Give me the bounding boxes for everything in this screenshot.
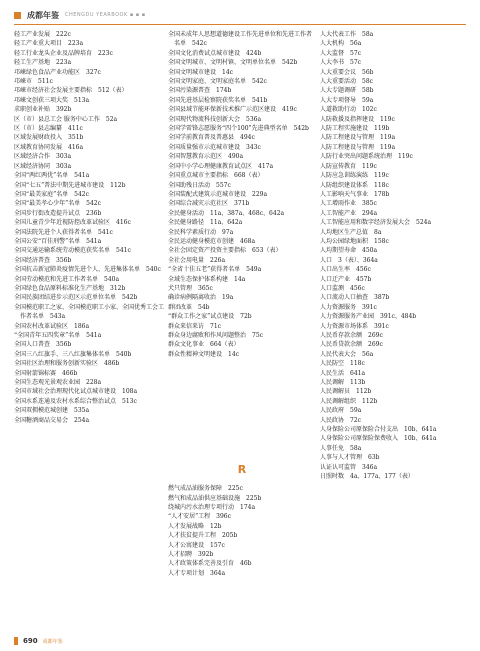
- index-entry: 区域教育协同发展 416a: [14, 143, 84, 151]
- index-entry: 区域发展财政投入 351b: [14, 134, 84, 142]
- index-entry: 全民健身路径 11a、642a: [168, 219, 243, 227]
- index-entry: 犬只管理 365c: [168, 284, 213, 292]
- index-entry: 全国县域节能环保新技术推广示范区建设 419c: [168, 106, 297, 114]
- index-entry: 全国经济普查 356b: [14, 256, 72, 264]
- index-entry: 全国质量强市示范城市建设 343c: [168, 143, 261, 151]
- index-entry: 全国“最美孝心少年”名单 542c: [14, 200, 101, 208]
- index-entry: 全国“最美家庭”名单 542c: [14, 190, 89, 198]
- index-entry: 人工智能产业 294a: [320, 209, 378, 217]
- index-entry: 全国综合减灾示范社区 371b: [168, 200, 250, 208]
- index-entry: 人民政府 59a: [320, 407, 362, 415]
- index-entry: 人均公园绿地面积 158c: [320, 237, 389, 245]
- index-entry: 全国儿童青少年近视防控改革试验区 416c: [14, 219, 131, 227]
- index-entry: 人大监督 57c: [320, 49, 361, 57]
- index-entry: 区域经济合作 303a: [14, 153, 72, 161]
- index-entry: 人工智能应用和数字经济发展大会 524a: [320, 219, 432, 227]
- index-entry: 全国污染源普查 174b: [168, 87, 232, 95]
- index-entry: 全国文化消费试点城市建设 424b: [168, 49, 262, 57]
- index-entry: 全国模范职工之家、全国模范职工小家、全国优秀工会工作者名单 543a: [14, 303, 165, 321]
- index-entry: 全国现代物流科技创新大会 536a: [168, 115, 262, 123]
- index-entry: 人大专题调研 58b: [320, 87, 374, 95]
- index-entry: 人大代表工作 58a: [320, 31, 374, 38]
- index-entry: 人才发展战略 12b: [168, 522, 222, 530]
- index-entry: 全国“两红两优”名单 541a: [14, 172, 90, 180]
- index-entry: 人力资源服务产业园 391c、484b: [320, 313, 417, 321]
- index-entry: 全社会固定资产投资主要指标 653（表）: [168, 247, 282, 255]
- index-entry: 全国交通运输系统劳动模范获奖名单 541c: [14, 247, 131, 255]
- index-entry: 人才公寓建设 157c: [168, 541, 225, 549]
- index-entry: 人才政策体系完善及引育 46b: [168, 560, 252, 568]
- index-entry: 全民科学素质行动 97a: [168, 228, 234, 236]
- index-entry: 人防工程实施建设 119b: [320, 125, 390, 133]
- index-entry: 全国学前教育普及普惠县 494c: [168, 134, 255, 142]
- index-entry: 人民代表大会 56a: [320, 350, 374, 358]
- index-entry: 人民币存款余额 269c: [320, 332, 383, 339]
- index-entry: 全国三八红旗手、三八红旗集体名单 540b: [14, 350, 132, 358]
- header-ornament-icon: [14, 12, 21, 19]
- index-entry: 人民防空 118c: [320, 360, 365, 368]
- index-column-3: [320, 30, 468, 482]
- index-entry: 区域经济协同 303a: [14, 162, 72, 170]
- index-entry: 人大重要会议 56b: [320, 68, 374, 76]
- index-entry: 人防宣传教育 119c: [320, 162, 377, 170]
- index-entry: 轻工产业发展 222c: [14, 31, 71, 38]
- index-entry: 区（市）县志编纂 411c: [14, 125, 83, 133]
- index-entry: 人口流动人口抽查 387b: [320, 294, 390, 302]
- index-entry: 人才扶贫提升工程 205b: [168, 532, 238, 540]
- index-entry: 人防救援及指挥建设 119c: [320, 115, 395, 123]
- index-entry: 全国助残日活动 557c: [168, 181, 231, 189]
- index-entry: 人工增雨作业 385c: [320, 200, 377, 208]
- index-entry: 燃气成品油服务保障 225c: [168, 485, 243, 493]
- index-entry: 人民币贷款余额 269c: [320, 341, 383, 349]
- index-entry: 全国“七五”普法中期先进城市建设 112b: [14, 181, 126, 189]
- index-entry: 邛崃绿色食品产业功能区 327c: [14, 68, 101, 76]
- index-entry: 群众身边腐败和作风问题整治 75c: [168, 332, 263, 339]
- index-entry: 全民运动健身模范市创建 468a: [168, 237, 256, 245]
- index-entry: 人口出生率 456c: [320, 266, 371, 274]
- index-entry: 全国智慧教育示范区 490a: [168, 153, 244, 161]
- yearbook-subtitle: CHENGDU YEARBOOK ▪ ▪ ▪: [65, 12, 146, 18]
- index-entry: 全国市域社会治理现代化试点城市建设 108a: [14, 388, 138, 396]
- index-entry: 全国绿色食品原料标准化生产基地 312b: [14, 284, 126, 292]
- running-header: [14, 8, 146, 22]
- index-entry: 邛崃文创获三项大奖 513a: [14, 96, 90, 104]
- index-entry: 人事与人才管理 63b: [320, 454, 380, 462]
- index-entry: 燃气和成品油供应基础设施 225b: [168, 494, 262, 502]
- header-rule: [14, 24, 466, 25]
- index-entry: 人事任免 58a: [320, 444, 362, 452]
- index-entry: 全国文明城市、文明村镇、文明单位名单 542b: [168, 59, 298, 67]
- index-entry: 区（市）县总工会 服务中心工作 52a: [14, 115, 118, 123]
- footer-label: 成都年鉴: [42, 638, 63, 645]
- index-entry: 人大重要活动 58c: [320, 78, 373, 86]
- index-column-1: [14, 30, 164, 425]
- index-entry: 人均地区生产总值 8a: [320, 228, 382, 236]
- index-entry: 全国农村改革试验区 186a: [14, 322, 90, 330]
- index-entry: 全国劳动模范和先进工作者名单 540a: [14, 275, 120, 283]
- index-entry: 人防工程建设与管理 119a: [320, 134, 396, 142]
- index-entry: 人民调解员 112b: [320, 388, 372, 396]
- index-entry: 求职创业补贴 392b: [14, 106, 72, 114]
- index-entry: 全国文明城市建设 14c: [168, 68, 233, 76]
- index-entry: 全国中小学心理健康教育试点区 417a: [168, 162, 274, 170]
- index-entry: 人民生活 641a: [320, 369, 366, 377]
- index-entry: 全国装配式建筑示范城市建设 229a: [168, 190, 268, 198]
- index-entry: 人身保险公司原保险保费收入 10b、641a: [320, 435, 437, 443]
- index-entry: 全国重点城市主要指标 668（表）: [168, 172, 264, 180]
- index-entry: 轻工产业重大项目 223a: [14, 40, 84, 48]
- index-entry: 群众来信来访 71c: [168, 322, 221, 330]
- index-entry: 人力资源市场体系 391c: [320, 322, 389, 330]
- index-entry: 全民健身活动 11a、387a、468c、642a: [168, 209, 285, 217]
- index-entry: 人道救助行动 102c: [320, 106, 377, 114]
- index-entry: 人口 3（表）、364a: [320, 256, 378, 264]
- index-entry: 人力资源服务 391c: [320, 303, 377, 311]
- index-entry: 日照时数 4a、177a、177（表）: [320, 473, 414, 481]
- page-footer: [14, 637, 63, 645]
- page-number: 690: [23, 637, 38, 645]
- index-entry: 群众性精神文明建设 14c: [168, 350, 239, 358]
- section-gap: [168, 359, 316, 454]
- index-entry: 全国步行街改造提升试点 236b: [14, 209, 102, 217]
- index-entry: 全国双拥模范城创建 535a: [14, 407, 90, 415]
- index-entry: 人防行业突出问题系统治理 119c: [320, 153, 413, 161]
- index-entry: 全社会用电量 226a: [168, 256, 226, 264]
- index-entry: 人身保险公司原保险合付支出 10b、641a: [320, 426, 437, 434]
- index-entry: 人大李书 57c: [320, 59, 361, 67]
- index-entry: 人工影响天气事业 178b: [320, 190, 390, 198]
- footer-ornament-icon: [14, 637, 18, 645]
- index-entry: 邛崃市 511c: [14, 78, 53, 86]
- index-entry: 全国射箭锦标赛 466b: [14, 369, 78, 377]
- index-entry: “人才安居”工程 396c: [168, 513, 231, 521]
- index-entry: 轻工行业龙头企业及品牌培育 223c: [14, 49, 113, 57]
- index-entry: “全国青年五四奖章”名单 541a: [14, 332, 102, 339]
- index-entry: “群众工作之家”试点建设 72b: [168, 313, 252, 321]
- index-entry: 人才招聘 392b: [168, 551, 214, 559]
- index-entry: 绕城内污水治理专项行动 174a: [168, 504, 256, 512]
- index-entry: 全国糖酒商品交易会 254a: [14, 416, 90, 424]
- index-entry: 全国人口普查 356b: [14, 341, 72, 349]
- index-entry: “全省十佳五老”获得者名单 549a: [168, 266, 262, 274]
- index-entry: 轻工生产基地 223a: [14, 59, 72, 67]
- index-entry: 全国水系连通及农村水系综合整治试点 513c: [14, 397, 137, 405]
- index-entry: 全国先进基层检察院获奖名单 541b: [168, 96, 268, 104]
- index-entry: 全国学雷锋志愿服务“四个100”先进典型名单 542b: [168, 125, 309, 133]
- index-entry: 全域生态保护体系构建 14a: [168, 275, 246, 283]
- index-entry: 人才专项计划 364a: [168, 569, 226, 577]
- index-entry: 群众文化事业 664（表）: [168, 341, 240, 349]
- section-letter: R: [237, 463, 247, 477]
- index-entry: 全国民族团结进步示范区示范单位名单 542b: [14, 294, 138, 302]
- yearbook-title: 成都年鉴: [27, 10, 59, 20]
- index-entry: 全国公安“百佳刑警”名单 541a: [14, 237, 102, 245]
- index-entry: 人民调解 113b: [320, 379, 366, 387]
- index-entry: 全国文明家庭、文明家庭名单 542c: [168, 78, 267, 86]
- index-entry: 全国社区治理和服务创新实验区 486b: [14, 360, 120, 368]
- index-entry: 人口监测 456c: [320, 284, 365, 292]
- index-entry: 人均期望寿命 450a: [320, 247, 378, 255]
- index-entry: 人防组织建设体系 118c: [320, 181, 389, 189]
- index-entry: 全国未成年人思想道德建设工作先进单位和先进工作者名单 542c: [168, 31, 313, 48]
- index-entry: 人口迁产业 457b: [320, 275, 372, 283]
- index-entry: 人民调解组织 112b: [320, 397, 378, 405]
- index-entry: 认证认可监管 346a: [320, 463, 378, 471]
- index-entry: 人防应急训练演练 119c: [320, 172, 389, 180]
- index-entry: 人民政协 72c: [320, 416, 361, 424]
- index-entry: 人大机构 56a: [320, 40, 362, 48]
- index-entry: 全国抗击新冠肺炎疫情先进个人、先进集体名单 540c: [14, 266, 161, 274]
- index-entry: 全国法院先进个人获得者名单 541c: [14, 228, 113, 236]
- index-entry: 人防工程建设与管理 119a: [320, 143, 396, 151]
- index-entry: 全国生态观光景观农业园 228a: [14, 379, 102, 387]
- index-entry: 邛崃市经济社会发展主要指标 512（表）: [14, 87, 128, 95]
- index-entry: 人大专项督导 59a: [320, 96, 374, 104]
- index-entry: 群团改革 54b: [168, 303, 210, 311]
- index-entry: 确诊病例隔离收治 19a: [168, 294, 234, 302]
- index-column-2: [168, 30, 316, 578]
